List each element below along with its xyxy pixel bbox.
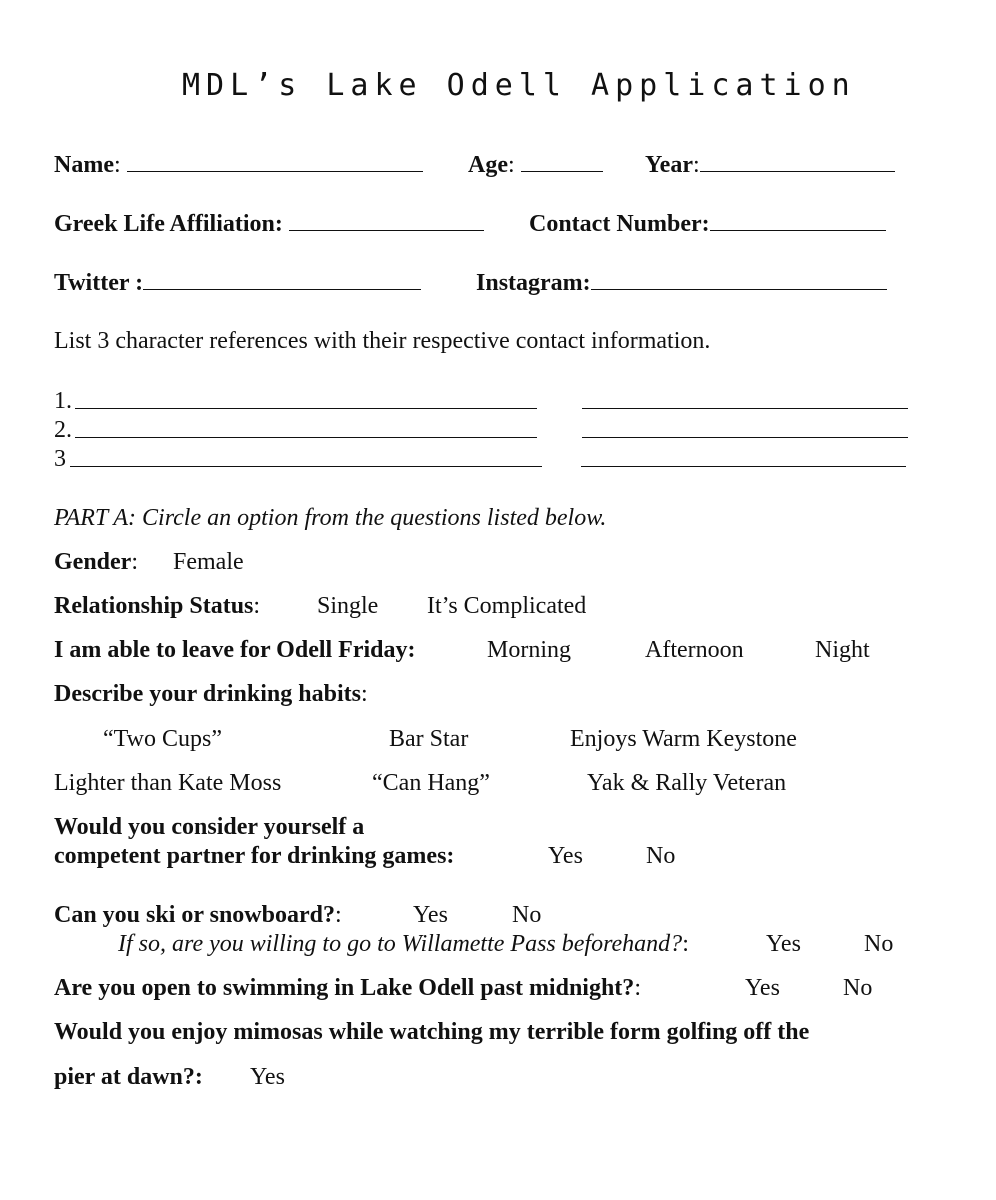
reference-1-name-line[interactable] <box>75 408 537 409</box>
contact-label: Contact Number: <box>529 211 710 237</box>
greek-label: Greek Life Affiliation: <box>54 211 283 237</box>
instagram-input[interactable] <box>591 267 887 290</box>
twitter-label: Twitter : <box>54 270 144 296</box>
year-label: Year <box>645 152 693 178</box>
instagram-field <box>476 267 887 298</box>
name-label: Name <box>54 152 114 178</box>
swim-label: Are you open to swimming in Lake Odell past midnight? <box>54 975 635 1001</box>
drinking-option-can-hang[interactable]: “Can Hang” <box>372 770 490 796</box>
willamette-option-no[interactable]: No <box>864 931 894 957</box>
mimosa-label-line2: pier at dawn?: <box>54 1064 203 1090</box>
twitter-input[interactable] <box>143 267 421 290</box>
willamette-question: If so, are you willing to go to Willamette Pass beforehand?: <box>118 931 689 957</box>
partner-label-line2: competent partner for drinking games: <box>54 843 455 869</box>
drinking-option-kate-moss[interactable]: Lighter than Kate Moss <box>54 770 282 796</box>
relationship-label: Relationship Status <box>54 593 254 619</box>
contact-field <box>529 208 886 239</box>
leave-option-morning[interactable]: Morning <box>487 637 571 663</box>
ski-label: Can you ski or snowboard? <box>54 902 335 928</box>
swim-question: Are you open to swimming in Lake Odell past midnight?: <box>54 975 641 1001</box>
mimosa-label-line1: Would you enjoy mimosas while watching my terrible form golfing off the <box>54 1019 810 1045</box>
gender-label: Gender <box>54 549 132 575</box>
relationship-question: Relationship Status: <box>54 593 261 619</box>
drinking-question: Describe your drinking habits: <box>54 681 368 707</box>
twitter-field <box>54 267 421 298</box>
partner-option-no[interactable]: No <box>646 843 676 869</box>
drinking-option-bar-star[interactable]: Bar Star <box>389 726 469 752</box>
contact-input[interactable] <box>710 208 886 231</box>
reference-3-name-line[interactable] <box>70 466 542 467</box>
year-input[interactable] <box>700 149 895 172</box>
reference-3-contact-line[interactable] <box>581 466 906 467</box>
references-instruction: List 3 character references with their respective contact information. <box>54 328 711 354</box>
leave-option-night[interactable]: Night <box>815 637 870 663</box>
relationship-option-single[interactable]: Single <box>317 593 379 619</box>
age-input[interactable] <box>521 149 603 172</box>
year-field: Year: <box>645 149 895 180</box>
reference-number-1: 1. <box>54 388 72 414</box>
willamette-option-yes[interactable]: Yes <box>766 931 801 957</box>
gender-option-female[interactable]: Female <box>173 549 244 575</box>
reference-2-contact-line[interactable] <box>582 437 908 438</box>
swim-option-yes[interactable]: Yes <box>745 975 780 1001</box>
form-title: MDL’s Lake Odell Application <box>182 68 856 103</box>
reference-2-name-line[interactable] <box>75 437 537 438</box>
willamette-label: If so, are you willing to go to Willamette Pass beforehand? <box>118 931 683 957</box>
name-field: Name: <box>54 149 423 180</box>
name-input[interactable] <box>127 149 423 172</box>
drinking-label: Describe your drinking habits <box>54 681 361 707</box>
mimosa-option-yes[interactable]: Yes <box>250 1064 285 1090</box>
relationship-option-complicated[interactable]: It’s Complicated <box>427 593 587 619</box>
leave-label: I am able to leave for Odell Friday: <box>54 637 416 663</box>
ski-question: Can you ski or snowboard?: <box>54 902 342 928</box>
drinking-option-warm-keystone[interactable]: Enjoys Warm Keystone <box>570 726 797 752</box>
swim-option-no[interactable]: No <box>843 975 873 1001</box>
ski-option-yes[interactable]: Yes <box>413 902 448 928</box>
gender-question: Gender: <box>54 549 138 575</box>
age-label: Age <box>468 152 508 178</box>
greek-field <box>54 208 484 239</box>
partner-label-line1: Would you consider yourself a <box>54 814 365 840</box>
leave-option-afternoon[interactable]: Afternoon <box>645 637 744 663</box>
greek-input[interactable] <box>289 208 484 231</box>
partner-option-yes[interactable]: Yes <box>548 843 583 869</box>
age-field: Age: <box>468 149 603 180</box>
reference-1-contact-line[interactable] <box>582 408 908 409</box>
drinking-option-yak-rally[interactable]: Yak & Rally Veteran <box>587 770 787 796</box>
reference-number-2: 2. <box>54 417 72 443</box>
instagram-label: Instagram: <box>476 270 591 296</box>
reference-number-3: 3 <box>54 446 66 472</box>
drinking-option-two-cups[interactable]: “Two Cups” <box>103 726 222 752</box>
ski-option-no[interactable]: No <box>512 902 542 928</box>
part-a-instruction: PART A: Circle an option from the questions listed below. <box>54 505 607 531</box>
